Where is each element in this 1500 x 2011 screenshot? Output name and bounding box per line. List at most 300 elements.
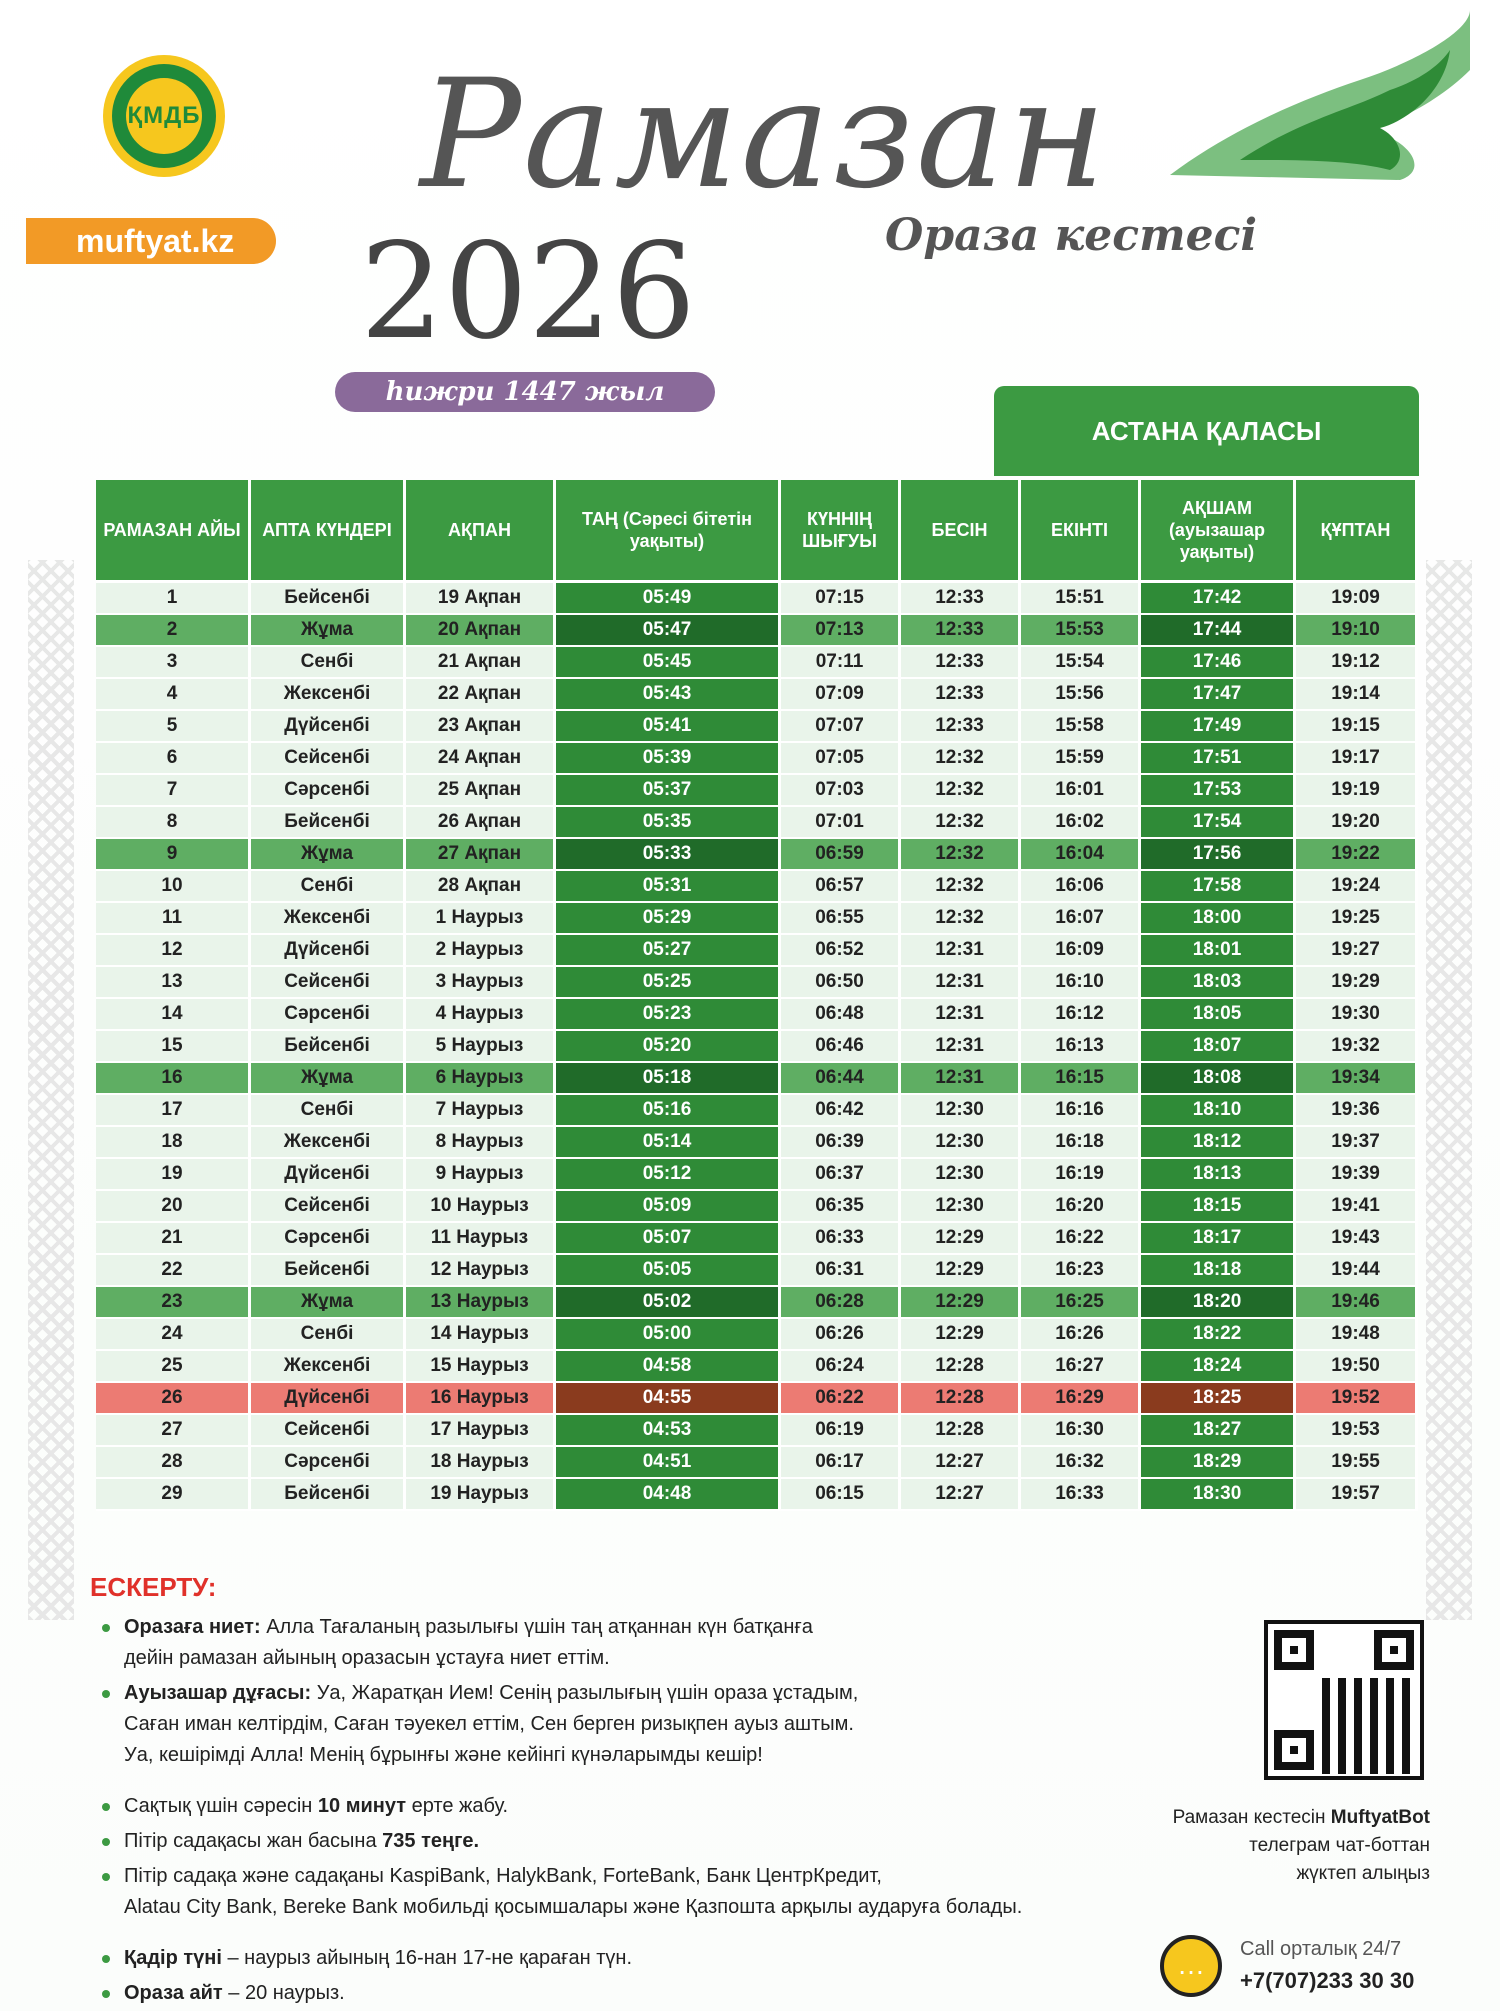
table-cell: 16:01 [1021,775,1141,807]
table-cell: 22 [96,1255,251,1287]
table-cell: 19:52 [1296,1383,1418,1415]
table-cell: 05:31 [556,871,781,903]
table-row [96,871,1418,903]
right-ornament-border [1426,560,1472,1620]
table-cell: Бейсенбі [251,1479,406,1511]
note-dua [100,1678,1140,1771]
table-cell: Жексенбі [251,679,406,711]
table-cell: 27 Ақпан [406,839,556,871]
table-cell: 05:02 [556,1287,781,1319]
table-cell: 15 Наурыз [406,1351,556,1383]
table-cell: 12:28 [901,1351,1021,1383]
table-cell: 17:58 [1141,871,1296,903]
table-cell: 3 [96,647,251,679]
table-cell: 16:09 [1021,935,1141,967]
table-cell: Сейсенбі [251,1415,406,1447]
table-row [96,999,1418,1031]
table-cell: 17:47 [1141,679,1296,711]
table-cell: 04:53 [556,1415,781,1447]
table-cell: Сәрсенбі [251,999,406,1031]
table-cell: 16:32 [1021,1447,1141,1479]
table-cell: 16:22 [1021,1223,1141,1255]
table-header-cell: ТАҢ (Сәресі бітетін уақыты) [556,480,781,583]
table-cell: 19:46 [1296,1287,1418,1319]
table-cell: 19:50 [1296,1351,1418,1383]
schedule-table [96,480,1418,1511]
table-row [96,1095,1418,1127]
table-cell: Жексенбі [251,903,406,935]
table-cell: 12 [96,935,251,967]
table-cell: 18:27 [1141,1415,1296,1447]
qr-caption-pre: Рамазан кестесін [1172,1807,1331,1828]
table-cell: 12:30 [901,1159,1021,1191]
table-cell: 16:19 [1021,1159,1141,1191]
table-cell: 12:29 [901,1319,1021,1351]
qr-caption-line2: телеграм чат-боттан [1249,1835,1430,1856]
table-cell: 12:33 [901,679,1021,711]
table-cell: 2 Наурыз [406,935,556,967]
table-cell: 06:22 [781,1383,901,1415]
table-row [96,1383,1418,1415]
table-cell: 16:07 [1021,903,1141,935]
table-cell: 04:48 [556,1479,781,1511]
table-cell: 18:15 [1141,1191,1296,1223]
table-cell: 06:39 [781,1127,901,1159]
table-cell: Сәрсенбі [251,1223,406,1255]
table-cell: 16:12 [1021,999,1141,1031]
table-cell: 05:12 [556,1159,781,1191]
table-cell: 06:28 [781,1287,901,1319]
table-cell: 07:03 [781,775,901,807]
table-cell: 17:56 [1141,839,1296,871]
table-row [96,839,1418,871]
table-cell: 16:23 [1021,1255,1141,1287]
note-dua-text3: Уа, кешірімді Алла! Менің бұрынғы және кейінгі күнәларымды кешір! [124,1744,763,1766]
table-cell: 16:04 [1021,839,1141,871]
table-cell: 23 Ақпан [406,711,556,743]
table-cell: 18:25 [1141,1383,1296,1415]
table-cell: 16 Наурыз [406,1383,556,1415]
table-cell: 19 Ақпан [406,583,556,615]
table-cell: Бейсенбі [251,1255,406,1287]
note-safety-post: ерте жабу. [406,1795,509,1817]
note-dua-text2: Саған иман келтірдім, Саған тәуекел еттім, Сен берген ризықпен ауыз аштым. [124,1713,854,1735]
table-cell: 06:17 [781,1447,901,1479]
table-cell: 26 Ақпан [406,807,556,839]
table-cell: 22 Ақпан [406,679,556,711]
table-cell: 12:32 [901,743,1021,775]
table-cell: 06:33 [781,1223,901,1255]
table-cell: 15:53 [1021,615,1141,647]
qr-pattern [1322,1678,1418,1774]
table-cell: 17:46 [1141,647,1296,679]
table-cell: 19:55 [1296,1447,1418,1479]
table-cell: Жұма [251,615,406,647]
table-cell: 18:08 [1141,1063,1296,1095]
table-cell: 21 Ақпан [406,647,556,679]
table-cell: 06:37 [781,1159,901,1191]
table-cell: 12:32 [901,775,1021,807]
table-cell: 4 Наурыз [406,999,556,1031]
table-cell: 19 Наурыз [406,1479,556,1511]
table-cell: 19:39 [1296,1159,1418,1191]
table-cell: Сейсенбі [251,743,406,775]
table-cell: 20 [96,1191,251,1223]
table-cell: 18:18 [1141,1255,1296,1287]
table-cell: 15:51 [1021,583,1141,615]
table-cell: 06:24 [781,1351,901,1383]
table-cell: 12:31 [901,1063,1021,1095]
table-row [96,1063,1418,1095]
table-cell: 19:12 [1296,647,1418,679]
table-cell: Бейсенбі [251,1031,406,1063]
note-kadir-text: – наурыз айының 16-нан 17-не қараған түн. [221,1947,632,1969]
table-cell: 17:49 [1141,711,1296,743]
table-cell: 06:35 [781,1191,901,1223]
table-cell: 16 [96,1063,251,1095]
qr-finder [1274,1730,1314,1770]
table-cell: 19:37 [1296,1127,1418,1159]
title: Рамазан [420,48,1109,222]
table-cell: 18:00 [1141,903,1296,935]
table-cell: 19 [96,1159,251,1191]
table-cell: 12:28 [901,1383,1021,1415]
table-cell: 19:30 [1296,999,1418,1031]
table-header-row [96,480,1418,583]
table-cell: 9 [96,839,251,871]
table-cell: 27 [96,1415,251,1447]
table-cell: 19:25 [1296,903,1418,935]
table-cell: 6 Наурыз [406,1063,556,1095]
table-cell: 19:44 [1296,1255,1418,1287]
table-cell: 19:57 [1296,1479,1418,1511]
note-fitr [100,1826,1140,1857]
table-cell: 16:16 [1021,1095,1141,1127]
table-cell: 19:48 [1296,1319,1418,1351]
table-header-cell: ЕКІНТІ [1021,480,1141,583]
table-cell: 19:24 [1296,871,1418,903]
table-cell: 05:39 [556,743,781,775]
qr-caption-bot: MuftyatBot [1330,1807,1430,1828]
table-cell: Жексенбі [251,1351,406,1383]
table-cell: 05:43 [556,679,781,711]
table-header-cell: АҚШАМ (ауызашар уақыты) [1141,480,1296,583]
table-row [96,615,1418,647]
table-cell: 16:25 [1021,1287,1141,1319]
table-row [96,679,1418,711]
table-cell: 18:05 [1141,999,1296,1031]
table-cell: 06:55 [781,903,901,935]
table-row [96,807,1418,839]
note-fitr-pre: Пітір садақасы жан басына [124,1830,383,1852]
call-phone[interactable]: +7(707)233 30 30 [1240,1968,1415,1993]
table-cell: 15:54 [1021,647,1141,679]
table-cell: 2 [96,615,251,647]
table-cell: 19:17 [1296,743,1418,775]
table-cell: 07:07 [781,711,901,743]
subtitle: Ораза кестесі [885,210,1258,261]
table-cell: 10 Наурыз [406,1191,556,1223]
table-cell: 15:59 [1021,743,1141,775]
table-cell: Жұма [251,839,406,871]
site-badge[interactable]: muftyat.kz [26,218,276,264]
table-cell: 19:19 [1296,775,1418,807]
table-cell: 12:33 [901,615,1021,647]
table-row [96,711,1418,743]
table-cell: 12:29 [901,1287,1021,1319]
table-cell: 06:15 [781,1479,901,1511]
table-cell: 12:32 [901,903,1021,935]
table-cell: 07:15 [781,583,901,615]
table-cell: 12:33 [901,647,1021,679]
table-cell: 05:07 [556,1223,781,1255]
table-cell: Жексенбі [251,1127,406,1159]
table-cell: 18:12 [1141,1127,1296,1159]
table-cell: 05:09 [556,1191,781,1223]
table-cell: 05:47 [556,615,781,647]
table-cell: 05:05 [556,1255,781,1287]
table-cell: 5 Наурыз [406,1031,556,1063]
table-cell: 04:55 [556,1383,781,1415]
table-cell: 29 [96,1479,251,1511]
table-row [96,1159,1418,1191]
table-cell: 14 Наурыз [406,1319,556,1351]
table-cell: 17 [96,1095,251,1127]
note-dua-text: Уа, Жаратқан Ием! Сенің разылығың үшін ораза ұстадым, [311,1682,859,1704]
table-cell: 24 [96,1319,251,1351]
table-cell: Сейсенбі [251,967,406,999]
table-cell: 17:44 [1141,615,1296,647]
table-cell: Дүйсенбі [251,935,406,967]
headset-icon: … [1160,1935,1222,1997]
title-year: 2026 [360,215,696,369]
table-cell: Сенбі [251,871,406,903]
table-cell: 06:44 [781,1063,901,1095]
table-cell: 18:07 [1141,1031,1296,1063]
table-cell: 12:27 [901,1447,1021,1479]
table-cell: 13 Наурыз [406,1287,556,1319]
note-niet-text: Алла Тағаланың разылығы үшін таң атқаннан күн батқанға [260,1616,813,1638]
table-cell: 20 Ақпан [406,615,556,647]
table-cell: Жұма [251,1287,406,1319]
table-cell: 19:32 [1296,1031,1418,1063]
green-wave-ornament [1170,10,1470,180]
table-cell: 06:31 [781,1255,901,1287]
table-cell: 28 Ақпан [406,871,556,903]
table-cell: 8 Наурыз [406,1127,556,1159]
table-cell: 05:14 [556,1127,781,1159]
table-row [96,1031,1418,1063]
table-cell: 05:00 [556,1319,781,1351]
table-cell: Сенбі [251,1095,406,1127]
table-cell: 17:51 [1141,743,1296,775]
note-niet [100,1612,1140,1674]
logo [103,55,225,177]
table-cell: Сенбі [251,647,406,679]
table-cell: 18:30 [1141,1479,1296,1511]
table-cell: 18:29 [1141,1447,1296,1479]
table-cell: 17:53 [1141,775,1296,807]
table-cell: 12:32 [901,871,1021,903]
table-cell: 9 Наурыз [406,1159,556,1191]
table-cell: 19:29 [1296,967,1418,999]
table-cell: 1 Наурыз [406,903,556,935]
table-cell: 25 [96,1351,251,1383]
note-safety-bold: 10 минут [317,1795,407,1817]
table-cell: 18:10 [1141,1095,1296,1127]
table-cell: 19:27 [1296,935,1418,967]
table-row [96,1351,1418,1383]
table-row [96,1191,1418,1223]
note-safety [100,1791,1140,1822]
note-kadir [100,1943,1140,1974]
table-cell: 17:42 [1141,583,1296,615]
table-row [96,1127,1418,1159]
table-cell: 13 [96,967,251,999]
note-kadir-label: Қадір түні [124,1947,222,1969]
note-ait [100,1978,1140,2009]
table-cell: 17 Наурыз [406,1415,556,1447]
call-label: Call орталық 24/7 [1240,1938,1402,1960]
table-cell: 05:41 [556,711,781,743]
table-cell: 05:37 [556,775,781,807]
table-cell: 16:10 [1021,967,1141,999]
table-cell: Дүйсенбі [251,711,406,743]
table-cell: 06:52 [781,935,901,967]
table-cell: 07:11 [781,647,901,679]
table-cell: 05:33 [556,839,781,871]
table-row [96,1479,1418,1511]
table-cell: Сәрсенбі [251,775,406,807]
table-cell: 7 Наурыз [406,1095,556,1127]
table-row [96,583,1418,615]
table-cell: 18 [96,1127,251,1159]
table-cell: 16:02 [1021,807,1141,839]
table-row [96,775,1418,807]
table-row [96,1447,1418,1479]
qr-caption-line3: жүктеп алыңыз [1296,1863,1430,1884]
table-cell: 12:32 [901,839,1021,871]
table-cell: 19:43 [1296,1223,1418,1255]
table-row [96,743,1418,775]
table-cell: 07:09 [781,679,901,711]
table-cell: 19:36 [1296,1095,1418,1127]
table-cell: 6 [96,743,251,775]
table-cell: 12 Наурыз [406,1255,556,1287]
table-cell: 11 [96,903,251,935]
qr-finder [1274,1630,1314,1670]
table-cell: 14 [96,999,251,1031]
table-cell: 16:26 [1021,1319,1141,1351]
table-cell: 05:45 [556,647,781,679]
table-row [96,967,1418,999]
table-cell: 24 Ақпан [406,743,556,775]
table-cell: 12:30 [901,1127,1021,1159]
table-cell: 16:15 [1021,1063,1141,1095]
table-cell: Сәрсенбі [251,1447,406,1479]
qr-code[interactable] [1264,1620,1424,1780]
table-cell: 04:51 [556,1447,781,1479]
table-cell: 15:56 [1021,679,1141,711]
note-niet-label: Оразаға ниет: [124,1616,261,1638]
note-payment-text2: Alatau City Bank, Bereke Bank мобильді қосымшалары және Қазпошта арқылы аударуға болады. [124,1896,1023,1918]
table-cell: 5 [96,711,251,743]
table-cell: 12:33 [901,583,1021,615]
table-header-cell: АПТА КҮНДЕРІ [251,480,406,583]
table-cell: 07:05 [781,743,901,775]
table-cell: 18:24 [1141,1351,1296,1383]
table-cell: 07:01 [781,807,901,839]
table-cell: 12:31 [901,999,1021,1031]
table-cell: 16:18 [1021,1127,1141,1159]
table-cell: 16:27 [1021,1351,1141,1383]
table-cell: 3 Наурыз [406,967,556,999]
table-row [96,1319,1418,1351]
qr-finder [1374,1630,1414,1670]
table-cell: Дүйсенбі [251,1383,406,1415]
table-row [96,1415,1418,1447]
table-cell: Бейсенбі [251,583,406,615]
table-cell: 05:16 [556,1095,781,1127]
table-cell: 06:26 [781,1319,901,1351]
logo-text: ҚМДБ [126,78,202,154]
table-cell: 16:33 [1021,1479,1141,1511]
table-cell: 25 Ақпан [406,775,556,807]
table-header-cell: БЕСІН [901,480,1021,583]
table-cell: 19:34 [1296,1063,1418,1095]
table-cell: 7 [96,775,251,807]
table-row [96,935,1418,967]
qr-caption [1080,1804,1430,1888]
table-cell: 05:20 [556,1031,781,1063]
table-cell: 04:58 [556,1351,781,1383]
table-cell: 06:50 [781,967,901,999]
notes-title: ЕСКЕРТУ: [90,1572,217,1602]
table-cell: 05:49 [556,583,781,615]
notes-list [100,1612,1140,2011]
table-cell: 07:13 [781,615,901,647]
table-cell: 06:42 [781,1095,901,1127]
table-cell: 16:29 [1021,1383,1141,1415]
table-cell: 06:19 [781,1415,901,1447]
table-cell: 19:10 [1296,615,1418,647]
table-row [96,903,1418,935]
table-cell: 12:30 [901,1095,1021,1127]
note-dua-label: Ауызашар дұғасы: [124,1682,312,1704]
table-header-cell: АҚПАН [406,480,556,583]
table-cell: 05:29 [556,903,781,935]
table-cell: 18 Наурыз [406,1447,556,1479]
city-tab: АСТАНА ҚАЛАСЫ [994,386,1419,476]
table-cell: Сенбі [251,1319,406,1351]
note-payment-text: Пітір садақа және садақаны KaspiBank, HalykBank, ForteBank, Банк ЦентрКредит, [124,1865,882,1887]
table-header-cell: РАМАЗАН АЙЫ [96,480,251,583]
table-cell: 4 [96,679,251,711]
table-cell: 12:27 [901,1479,1021,1511]
table-cell: 12:32 [901,807,1021,839]
table-cell: 18:22 [1141,1319,1296,1351]
table-cell: 05:35 [556,807,781,839]
table-cell: 16:20 [1021,1191,1141,1223]
left-ornament-border [28,560,74,1620]
table-row [96,1287,1418,1319]
table-cell: 11 Наурыз [406,1223,556,1255]
note-ait-label: Ораза айт [124,1982,223,2004]
table-cell: 19:41 [1296,1191,1418,1223]
table-row [96,1223,1418,1255]
table-cell: 05:27 [556,935,781,967]
table-row [96,647,1418,679]
